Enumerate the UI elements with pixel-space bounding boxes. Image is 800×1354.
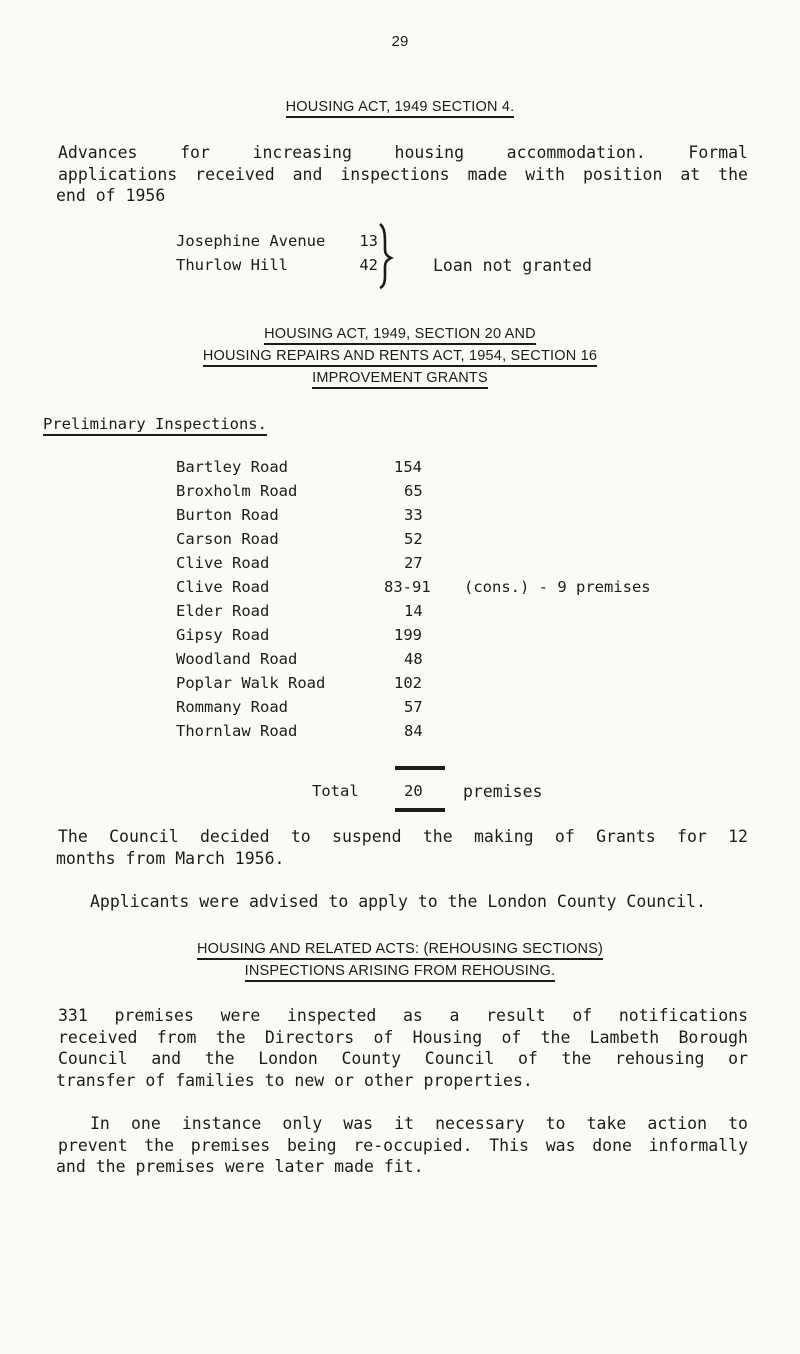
brace-icon — [376, 222, 400, 290]
road-value: 102 — [394, 674, 422, 692]
road-name: Burton Road — [176, 506, 279, 524]
section2-heading-1 — [0, 326, 800, 342]
council-line: months from March 1956. — [56, 848, 285, 868]
road-value: 14 — [404, 602, 423, 620]
total-value: 20 — [404, 782, 423, 800]
road-name: Clive Road — [176, 578, 270, 596]
road-value: 65 — [404, 482, 423, 500]
rehousing-line: received from the Directors of Housing of the Lambeth Borough — [58, 1027, 748, 1047]
applicants-line: Applicants were advised to apply to the London County Council. — [90, 892, 706, 911]
section2-heading-3 — [0, 370, 800, 386]
reoccupation-line: prevent the premises being re-occupied. This was done informally — [58, 1135, 748, 1155]
council-line: The Council decided to suspend the making of Grants for 12 — [58, 827, 748, 846]
road-name: Carson Road — [176, 530, 279, 548]
brace-note: Loan not granted — [433, 256, 592, 275]
inspection-table — [176, 458, 696, 748]
road-value: 154 — [394, 458, 422, 476]
section3-heading-text: HOUSING AND RELATED ACTS: (REHOUSING SECTIONS) — [197, 941, 603, 960]
section1-heading — [0, 99, 800, 115]
section2-heading-text: HOUSING ACT, 1949, SECTION 20 AND — [264, 326, 536, 345]
entry-value: 13 — [359, 232, 378, 250]
rehousing-line: 331 premises were inspected as a result of notifications — [58, 1006, 748, 1025]
road-value: 52 — [404, 530, 423, 548]
road-name: Bartley Road — [176, 458, 288, 476]
section3-heading-text: INSPECTIONS ARISING FROM REHOUSING. — [245, 963, 556, 982]
rehousing-line: transfer of families to new or other properties. — [56, 1070, 533, 1090]
road-value: 27 — [404, 554, 423, 572]
road-name: Woodland Road — [176, 650, 298, 668]
intro-line: Advances for increasing housing accommodation. Formal — [58, 143, 748, 162]
reoccupation-line: and the premises were later made fit. — [56, 1157, 424, 1176]
road-name: Rommany Road — [176, 698, 288, 716]
road-name: Broxholm Road — [176, 482, 298, 500]
section2-heading-2 — [0, 348, 800, 364]
council-paragraph — [58, 826, 748, 869]
preliminary-inspections-text: Preliminary Inspections. — [43, 415, 267, 436]
section3-heading-1 — [0, 941, 800, 957]
section2-heading-text: HOUSING REPAIRS AND RENTS ACT, 1954, SECTION 16 — [203, 348, 597, 367]
intro-line: end of 1956 — [56, 186, 166, 205]
intro-line: applications received and inspections made with position at the — [58, 164, 748, 184]
total-label: Total — [312, 782, 359, 800]
entry-name: Thurlow Hill — [176, 256, 288, 274]
road-name: Clive Road — [176, 554, 270, 572]
road-note: (cons.) - 9 premises — [464, 578, 651, 596]
total-rule-bottom — [395, 808, 445, 812]
section3-heading-2 — [0, 963, 800, 979]
road-value: 33 — [404, 506, 423, 524]
section1-intro — [58, 142, 748, 207]
entry-value: 42 — [359, 256, 378, 274]
road-value: 84 — [404, 722, 423, 740]
reoccupation-paragraph — [58, 1113, 748, 1178]
road-name: Gipsy Road — [176, 626, 270, 644]
road-name: Thornlaw Road — [176, 722, 298, 740]
road-value: 83-91 — [384, 578, 431, 596]
entry-name: Josephine Avenue — [176, 232, 326, 250]
road-value: 57 — [404, 698, 423, 716]
section1-heading-text: HOUSING ACT, 1949 SECTION 4. — [286, 99, 515, 118]
section2-heading-text: IMPROVEMENT GRANTS — [312, 370, 488, 389]
total-rule-top — [395, 766, 445, 770]
road-value: 48 — [404, 650, 423, 668]
road-name: Elder Road — [176, 602, 270, 620]
page-number: 29 — [391, 33, 409, 50]
rehousing-paragraph — [58, 1005, 748, 1091]
preliminary-inspections-heading — [43, 415, 267, 433]
road-value: 199 — [394, 626, 422, 644]
rehousing-line: Council and the London County Council of the rehousing or — [58, 1049, 748, 1068]
reoccupation-line: In one instance only was it necessary to take action to — [90, 1114, 748, 1133]
total-unit: premises — [463, 782, 543, 801]
road-name: Poplar Walk Road — [176, 674, 326, 692]
